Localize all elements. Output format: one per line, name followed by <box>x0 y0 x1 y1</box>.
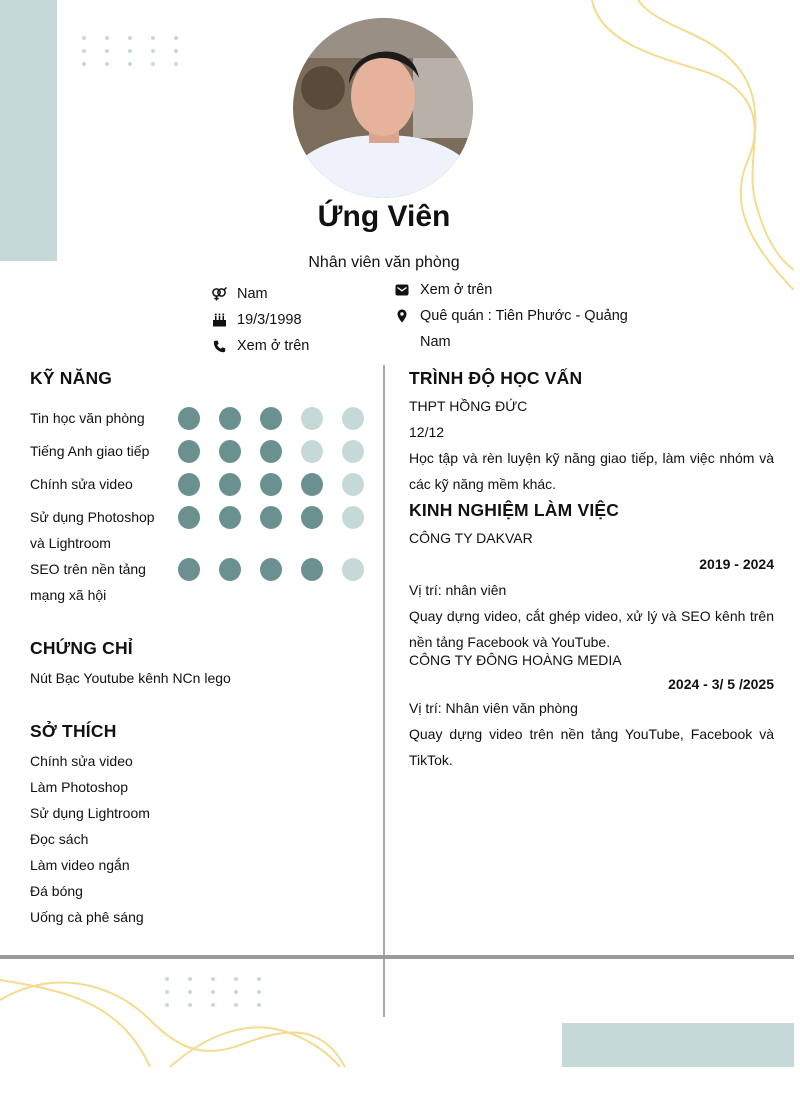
decorative-block-bottom-right <box>562 1023 794 1067</box>
education-description: Học tập và rèn luyện kỹ năng giao tiếp, làm việc nhóm và các kỹ năng mềm khác. <box>409 450 774 492</box>
hobby-item: Chính sửa video <box>30 753 133 769</box>
skill-rating <box>178 440 383 463</box>
skills-title: KỸ NĂNG <box>30 368 113 388</box>
column-divider <box>383 365 385 1017</box>
school-name: THPT HỒNG ĐỨC <box>409 398 528 414</box>
envelope-icon <box>394 277 410 303</box>
gender-value: Nam <box>237 286 268 302</box>
hobby-item: Làm video ngắn <box>30 857 130 873</box>
skill-item <box>30 438 370 464</box>
hobbies-list <box>30 748 150 930</box>
hobby-item: Uống cà phê sáng <box>30 909 144 925</box>
experience-title: KINH NGHIỆM LÀM VIỆC <box>409 500 620 520</box>
hobby-item: Làm Photoshop <box>30 779 129 795</box>
skill-label: Chính sửa video <box>30 476 133 492</box>
skill-rating-dot <box>219 506 241 529</box>
company-name: CÔNG TY ĐÔNG HOÀNG MEDIA <box>409 652 622 668</box>
hometown-row <box>394 303 634 355</box>
skill-rating-dot <box>342 473 364 496</box>
skill-rating-dot <box>301 407 323 430</box>
skill-rating-dot <box>342 440 364 463</box>
skill-rating-dot <box>178 506 200 529</box>
skill-rating-dot <box>260 506 282 529</box>
skill-rating-dot <box>260 440 282 463</box>
email-row <box>394 277 634 303</box>
skill-rating-dot <box>178 558 200 581</box>
skill-rating-dot <box>301 506 323 529</box>
skill-label: Tin học văn phòng <box>30 410 145 426</box>
skill-rating-dot <box>219 558 241 581</box>
skill-rating <box>178 506 383 529</box>
candidate-name: Ứng Viên <box>317 200 451 233</box>
job-description: Quay dựng video, cắt ghép video, xử lý và SEO kênh trên nền tảng Facebook và YouTube. <box>409 608 774 650</box>
personal-info-right <box>394 277 634 355</box>
hobby-item: Sử dụng Lightroom <box>30 805 150 821</box>
experience-job <box>409 525 774 655</box>
job-description: Quay dựng video trên nền tảng YouTube, Facebook và TikTok. <box>409 726 774 768</box>
phone-row <box>211 333 309 359</box>
skill-label: Tiếng Anh giao tiếp <box>30 443 150 459</box>
decorative-dots-top <box>82 36 178 66</box>
education-block <box>409 393 774 497</box>
skill-rating-dot <box>260 558 282 581</box>
footer-divider <box>0 955 794 959</box>
skill-rating-dot <box>260 407 282 430</box>
skill-rating-dot <box>260 473 282 496</box>
skill-item <box>30 405 370 431</box>
hobby-item: Đọc sách <box>30 831 89 847</box>
job-title: Nhân viên văn phòng <box>308 254 460 271</box>
experience-job <box>409 647 774 773</box>
birthday-row <box>211 307 309 333</box>
skill-item <box>30 504 370 556</box>
email-value: Xem ở trên <box>420 282 493 298</box>
company-name: CÔNG TY DAKVAR <box>409 530 533 546</box>
skill-rating-dot <box>342 506 364 529</box>
personal-info-left <box>211 281 309 359</box>
skill-rating-dot <box>301 440 323 463</box>
skill-rating <box>178 407 383 430</box>
skill-item <box>30 471 370 497</box>
skill-rating-dot <box>178 473 200 496</box>
hobby-item: Đá bóng <box>30 883 83 899</box>
job-period: 2019 - 2024 <box>699 556 774 572</box>
phone-value: Xem ở trên <box>237 338 310 354</box>
skill-rating-dot <box>178 407 200 430</box>
school-grade: 12/12 <box>409 424 445 440</box>
skill-rating-dot <box>219 407 241 430</box>
skill-label: SEO trên nền tảng mạng xã hội <box>30 561 146 603</box>
birthday-cake-icon <box>211 307 227 333</box>
skill-rating <box>178 473 383 496</box>
skill-label: Sử dụng Photoshop và Lightroom <box>30 509 155 551</box>
job-position: Vị trí: Nhân viên văn phòng <box>409 700 578 716</box>
certificate-item: Nút Bạc Youtube kênh NCn lego <box>30 670 231 686</box>
skill-rating-dot <box>342 558 364 581</box>
gender-icon <box>211 281 227 307</box>
skill-rating-dot <box>219 440 241 463</box>
phone-icon <box>211 333 227 359</box>
job-position: Vị trí: nhân viên <box>409 582 507 598</box>
education-title: TRÌNH ĐỘ HỌC VẤN <box>409 368 583 388</box>
skill-rating-dot <box>342 407 364 430</box>
skill-rating <box>178 558 383 581</box>
job-period: 2024 - 3/ 5 /2025 <box>668 676 774 692</box>
gender-row <box>211 281 309 307</box>
certificates-title: CHỨNG CHỈ <box>30 638 133 658</box>
profile-photo <box>293 18 473 198</box>
skill-rating-dot <box>301 558 323 581</box>
birthday-value: 19/3/1998 <box>237 312 302 328</box>
skill-rating-dot <box>219 473 241 496</box>
hometown-value: Quê quán : Tiên Phước - Quảng Nam <box>420 308 628 350</box>
map-pin-icon <box>394 303 410 329</box>
skill-rating-dot <box>178 440 200 463</box>
skill-item <box>30 556 370 608</box>
skill-rating-dot <box>301 473 323 496</box>
decorative-dots-bottom <box>165 977 261 1007</box>
hobbies-title: SỞ THÍCH <box>30 721 117 741</box>
